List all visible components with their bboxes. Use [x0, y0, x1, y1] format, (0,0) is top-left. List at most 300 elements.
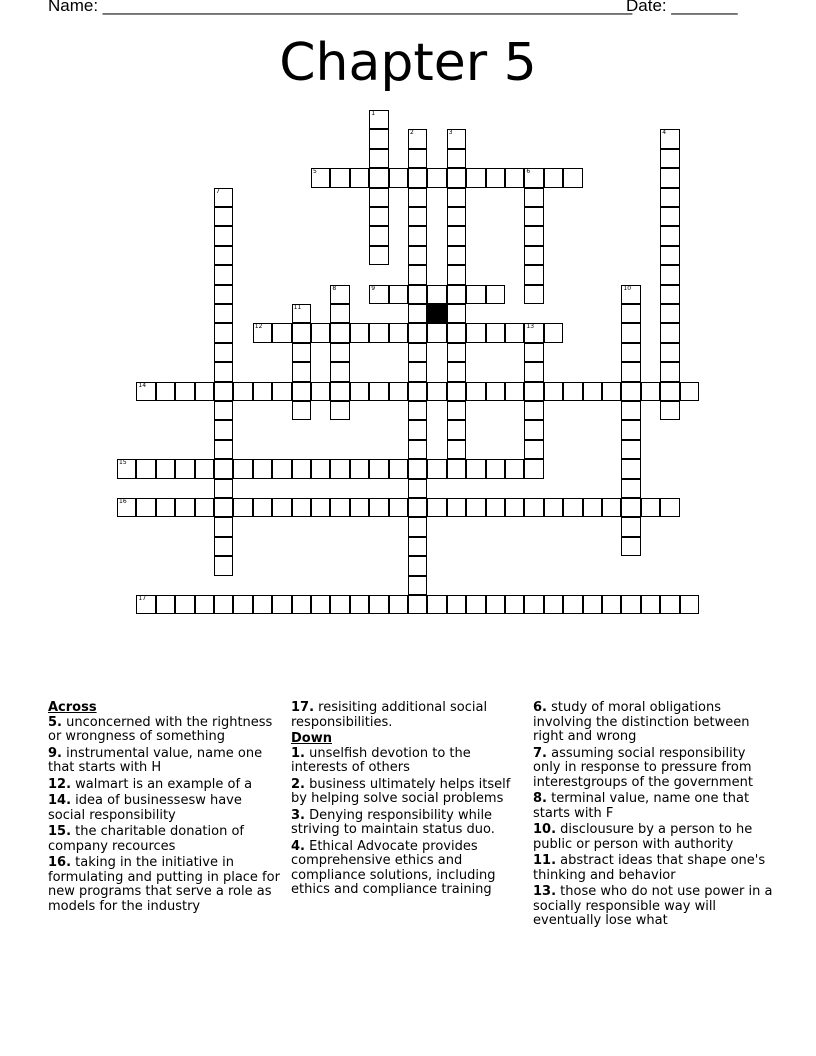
grid-cell[interactable]	[544, 323, 563, 342]
grid-cell[interactable]	[292, 362, 311, 381]
grid-cell[interactable]	[272, 382, 291, 401]
grid-cell[interactable]	[272, 459, 291, 478]
grid-cell[interactable]	[369, 110, 388, 129]
clue-number: 1.	[291, 745, 305, 761]
grid-cell[interactable]	[272, 323, 291, 342]
across-clue	[48, 778, 280, 793]
grid-cell[interactable]	[544, 595, 563, 614]
grid-cell[interactable]	[214, 207, 233, 226]
grid-cell[interactable]	[427, 498, 446, 517]
grid-cell[interactable]	[330, 401, 349, 420]
grid-cell[interactable]	[408, 459, 427, 478]
grid-cell[interactable]	[408, 479, 427, 498]
grid-cell[interactable]	[214, 265, 233, 284]
grid-cell[interactable]	[447, 149, 466, 168]
grid-cell[interactable]	[660, 188, 679, 207]
grid-cell[interactable]	[641, 498, 660, 517]
grid-cell[interactable]	[486, 382, 505, 401]
grid-cell[interactable]	[660, 226, 679, 245]
grid-cell[interactable]	[350, 168, 369, 187]
grid-cell[interactable]	[660, 595, 679, 614]
grid-cell[interactable]	[214, 459, 233, 478]
grid-cell[interactable]	[544, 498, 563, 517]
grid-cell[interactable]	[408, 207, 427, 226]
clue-number: 17.	[291, 700, 315, 715]
grid-cell[interactable]	[524, 226, 543, 245]
grid-cell[interactable]	[117, 459, 136, 478]
clue-text: disclousure by a person to he public or person with authority	[533, 822, 753, 852]
grid-cell[interactable]	[311, 459, 330, 478]
grid-cell[interactable]	[621, 382, 640, 401]
grid-cell[interactable]	[621, 362, 640, 381]
grid-cell[interactable]	[369, 323, 388, 342]
grid-cell[interactable]	[369, 246, 388, 265]
grid-cell[interactable]	[447, 129, 466, 148]
grid-cell[interactable]	[408, 382, 427, 401]
down-clue	[533, 823, 773, 852]
grid-cell[interactable]	[214, 246, 233, 265]
grid-cell[interactable]	[621, 595, 640, 614]
grid-cell[interactable]	[447, 362, 466, 381]
grid-cell[interactable]	[330, 343, 349, 362]
grid-cell[interactable]	[621, 537, 640, 556]
grid-cell[interactable]	[350, 459, 369, 478]
grid-cell[interactable]	[330, 168, 349, 187]
grid-cell[interactable]	[505, 323, 524, 342]
grid-cell[interactable]	[233, 595, 252, 614]
clue-text: walmart is an example of a	[71, 776, 253, 792]
grid-cell[interactable]	[524, 440, 543, 459]
grid-cell[interactable]	[427, 168, 446, 187]
grid-cell[interactable]	[583, 498, 602, 517]
down-clue	[291, 747, 523, 776]
grid-cell[interactable]	[311, 595, 330, 614]
grid-cell[interactable]	[408, 246, 427, 265]
clue-text: idea of businessesw have social responsibility	[48, 793, 242, 823]
grid-cell[interactable]	[408, 168, 427, 187]
across-clue	[48, 716, 280, 745]
grid-cell[interactable]	[660, 246, 679, 265]
clue-text: those who do not use power in a socially responsible way will eventually lose what	[533, 884, 773, 928]
grid-cell[interactable]	[505, 168, 524, 187]
grid-cell[interactable]	[369, 285, 388, 304]
grid-cell[interactable]	[136, 382, 155, 401]
clue-number: 6.	[533, 700, 547, 715]
across-clue	[48, 747, 280, 776]
name-field[interactable]: Name: ________________________________________________________	[48, 0, 633, 15]
grid-cell[interactable]	[660, 362, 679, 381]
grid-cell[interactable]	[253, 459, 272, 478]
grid-cell[interactable]	[389, 459, 408, 478]
grid-cell[interactable]	[660, 168, 679, 187]
grid-cell[interactable]	[524, 207, 543, 226]
down-clue	[291, 809, 523, 838]
grid-cell[interactable]	[621, 401, 640, 420]
grid-cell[interactable]	[369, 595, 388, 614]
grid-cell[interactable]	[233, 382, 252, 401]
grid-cell[interactable]	[175, 459, 194, 478]
grid-cell[interactable]	[505, 595, 524, 614]
clue-number: 11.	[533, 853, 557, 868]
grid-cell[interactable]	[660, 343, 679, 362]
grid-cell[interactable]	[466, 459, 485, 478]
grid-cell[interactable]	[214, 556, 233, 575]
grid-cell[interactable]	[524, 323, 543, 342]
clues-column-1	[48, 701, 280, 916]
grid-cell[interactable]	[369, 226, 388, 245]
grid-cell[interactable]	[660, 285, 679, 304]
grid-cell[interactable]	[524, 498, 543, 517]
grid-cell[interactable]	[214, 498, 233, 517]
grid-cell[interactable]	[447, 382, 466, 401]
grid-cell[interactable]	[175, 595, 194, 614]
grid-cell[interactable]	[369, 188, 388, 207]
grid-cell[interactable]	[408, 265, 427, 284]
grid-cell[interactable]	[602, 595, 621, 614]
grid-cell[interactable]	[214, 362, 233, 381]
grid-cell[interactable]	[486, 285, 505, 304]
down-clue	[291, 840, 523, 898]
grid-cell[interactable]	[505, 459, 524, 478]
grid-cell[interactable]	[369, 149, 388, 168]
grid-cell[interactable]	[389, 595, 408, 614]
grid-cell[interactable]	[447, 207, 466, 226]
grid-cell[interactable]	[660, 265, 679, 284]
clue-number: 13.	[533, 884, 557, 899]
grid-cell[interactable]	[214, 343, 233, 362]
down-clue	[533, 885, 773, 929]
grid-cell[interactable]	[369, 129, 388, 148]
grid-cell[interactable]	[427, 382, 446, 401]
grid-cell[interactable]	[524, 343, 543, 362]
grid-cell[interactable]	[292, 382, 311, 401]
grid-cell[interactable]	[195, 595, 214, 614]
grid-cell[interactable]	[660, 207, 679, 226]
clue-number: 7.	[533, 745, 547, 761]
grid-cell[interactable]	[641, 382, 660, 401]
grid-cell[interactable]	[156, 595, 175, 614]
clue-number: 12.	[48, 776, 72, 792]
clue-number: 3.	[291, 807, 305, 823]
grid-cell[interactable]	[408, 556, 427, 575]
grid-cell[interactable]	[214, 517, 233, 536]
grid-cell[interactable]	[389, 323, 408, 342]
grid-cell[interactable]	[253, 382, 272, 401]
grid-cell[interactable]	[292, 304, 311, 323]
grid-cell[interactable]	[544, 382, 563, 401]
clue-number: 8.	[533, 791, 547, 806]
clue-number: 15.	[48, 824, 72, 839]
cell-number: 8	[332, 284, 337, 292]
down-clue	[291, 778, 523, 807]
grid-cell[interactable]	[563, 168, 582, 187]
grid-cell[interactable]	[427, 459, 446, 478]
grid-cell[interactable]	[621, 343, 640, 362]
grid-cell[interactable]	[369, 459, 388, 478]
grid-cell[interactable]	[447, 498, 466, 517]
grid-cell[interactable]	[486, 168, 505, 187]
grid-cell[interactable]	[486, 323, 505, 342]
grid-cell[interactable]	[408, 576, 427, 595]
grid-cell[interactable]	[195, 498, 214, 517]
grid-cell[interactable]	[311, 498, 330, 517]
grid-cell[interactable]	[389, 498, 408, 517]
grid-cell[interactable]	[621, 498, 640, 517]
grid-cell[interactable]	[447, 246, 466, 265]
grid-cell[interactable]	[369, 382, 388, 401]
clue-number: 4.	[291, 838, 305, 854]
grid-cell[interactable]	[408, 323, 427, 342]
grid-cell[interactable]	[136, 498, 155, 517]
clue-text: Ethical Advocate provides comprehensive ethics and compliance solutions, including ethics and compliance training	[291, 838, 496, 897]
grid-cell[interactable]	[524, 188, 543, 207]
grid-cell[interactable]	[447, 323, 466, 342]
grid-cell[interactable]	[195, 459, 214, 478]
grid-cell[interactable]	[156, 382, 175, 401]
grid-cell[interactable]	[447, 401, 466, 420]
grid-cell[interactable]	[253, 595, 272, 614]
clue-number: 2.	[291, 776, 305, 792]
grid-cell[interactable]	[447, 343, 466, 362]
grid-cell[interactable]	[466, 285, 485, 304]
clue-text: resisiting additional social responsibilities.	[291, 700, 488, 730]
grid-cell[interactable]	[563, 595, 582, 614]
grid-cell[interactable]	[602, 498, 621, 517]
across-clue	[48, 825, 280, 854]
grid-cell[interactable]	[408, 440, 427, 459]
grid-cell[interactable]	[466, 168, 485, 187]
grid-cell[interactable]	[621, 420, 640, 439]
grid-cell[interactable]	[408, 285, 427, 304]
grid-cell[interactable]	[369, 498, 388, 517]
grid-cell[interactable]	[427, 323, 446, 342]
grid-cell[interactable]	[660, 498, 679, 517]
grid-cell[interactable]	[214, 382, 233, 401]
grid-cell[interactable]	[214, 595, 233, 614]
grid-cell[interactable]	[505, 382, 524, 401]
grid-cell[interactable]	[660, 149, 679, 168]
grid-cell[interactable]	[583, 382, 602, 401]
grid-cell[interactable]	[524, 362, 543, 381]
down-clue	[533, 701, 773, 745]
grid-cell[interactable]	[408, 420, 427, 439]
grid-cell[interactable]	[427, 285, 446, 304]
grid-cell[interactable]	[447, 304, 466, 323]
date-field[interactable]: Date: _______	[626, 0, 738, 15]
grid-cell[interactable]	[214, 285, 233, 304]
grid-cell[interactable]	[292, 459, 311, 478]
grid-cell[interactable]	[544, 168, 563, 187]
grid-cell[interactable]	[272, 498, 291, 517]
grid-cell[interactable]	[214, 226, 233, 245]
grid-cell[interactable]	[524, 168, 543, 187]
grid-cell[interactable]	[292, 343, 311, 362]
clue-text: abstract ideas that shape one's thinking and behavior	[533, 853, 766, 883]
grid-cell[interactable]	[680, 595, 699, 614]
grid-cell[interactable]	[389, 382, 408, 401]
grid-cell[interactable]	[660, 304, 679, 323]
grid-cell[interactable]	[156, 498, 175, 517]
grid-cell[interactable]	[214, 479, 233, 498]
grid-cell[interactable]	[369, 207, 388, 226]
grid-cell[interactable]	[136, 459, 155, 478]
cell-number: 14	[138, 381, 147, 389]
grid-cell[interactable]	[389, 285, 408, 304]
grid-cell[interactable]	[641, 595, 660, 614]
grid-cell[interactable]	[330, 362, 349, 381]
grid-cell[interactable]	[408, 595, 427, 614]
clue-number: 16.	[48, 855, 72, 870]
grid-cell[interactable]	[292, 323, 311, 342]
grid-cell[interactable]	[330, 323, 349, 342]
grid-cell[interactable]	[330, 595, 349, 614]
clue-text: the charitable donation of company recources	[48, 824, 244, 854]
down-heading: Down	[291, 731, 332, 746]
grid-cell[interactable]	[621, 440, 640, 459]
grid-cell[interactable]	[563, 382, 582, 401]
grid-cell[interactable]	[524, 420, 543, 439]
grid-cell[interactable]	[680, 382, 699, 401]
grid-cell[interactable]	[427, 595, 446, 614]
grid-cell[interactable]	[621, 285, 640, 304]
grid-cell[interactable]	[389, 168, 408, 187]
grid-cell[interactable]	[466, 323, 485, 342]
grid-cell[interactable]	[524, 246, 543, 265]
clue-text: terminal value, name one that starts with F	[533, 791, 750, 821]
grid-cell[interactable]	[253, 498, 272, 517]
grid-cell[interactable]	[408, 537, 427, 556]
grid-cell[interactable]	[330, 459, 349, 478]
grid-cell[interactable]	[292, 498, 311, 517]
grid-cell[interactable]	[486, 459, 505, 478]
cell-number: 3	[448, 129, 453, 137]
clue-number: 5.	[48, 714, 62, 730]
across-clue	[48, 794, 280, 823]
grid-cell[interactable]	[330, 498, 349, 517]
grid-cell[interactable]	[195, 382, 214, 401]
grid-cell[interactable]	[447, 265, 466, 284]
grid-cell[interactable]	[621, 479, 640, 498]
grid-cell[interactable]	[660, 401, 679, 420]
grid-cell[interactable]	[447, 226, 466, 245]
grid-cell[interactable]	[621, 517, 640, 536]
grid-cell[interactable]	[447, 285, 466, 304]
cell-number: 4	[662, 129, 667, 137]
grid-cell[interactable]	[214, 440, 233, 459]
grid-cell[interactable]	[524, 595, 543, 614]
grid-cell[interactable]	[175, 382, 194, 401]
grid-cell[interactable]	[524, 382, 543, 401]
grid-cell[interactable]	[408, 226, 427, 245]
grid-cell[interactable]	[660, 129, 679, 148]
grid-cell[interactable]	[621, 323, 640, 342]
grid-cell[interactable]	[408, 498, 427, 517]
cell-number: 17	[138, 595, 147, 602]
grid-cell[interactable]	[447, 440, 466, 459]
grid-cell[interactable]	[175, 498, 194, 517]
grid-cell[interactable]	[524, 401, 543, 420]
cell-number: 5	[313, 168, 317, 176]
grid-cell[interactable]	[447, 459, 466, 478]
grid-cell[interactable]	[311, 382, 330, 401]
grid-cell[interactable]	[447, 595, 466, 614]
grid-cell[interactable]	[408, 343, 427, 362]
cell-number: 11	[293, 304, 302, 311]
grid-cell[interactable]	[330, 382, 349, 401]
grid-cell[interactable]	[524, 459, 543, 478]
grid-cell[interactable]	[602, 382, 621, 401]
grid-cell[interactable]	[311, 168, 330, 187]
grid-cell[interactable]	[214, 188, 233, 207]
grid-cell[interactable]	[233, 459, 252, 478]
grid-cell[interactable]	[117, 498, 136, 517]
grid-cell[interactable]	[660, 382, 679, 401]
cell-number: 10	[623, 284, 632, 292]
grid-cell[interactable]	[583, 595, 602, 614]
grid-cell[interactable]	[408, 517, 427, 536]
grid-cell[interactable]	[660, 323, 679, 342]
grid-cell[interactable]	[330, 285, 349, 304]
grid-cell[interactable]	[621, 459, 640, 478]
grid-cell[interactable]	[292, 595, 311, 614]
clues-column-3	[533, 701, 773, 931]
grid-cell[interactable]	[466, 498, 485, 517]
across-clue	[291, 701, 523, 730]
grid-cell[interactable]	[214, 304, 233, 323]
grid-cell[interactable]	[233, 498, 252, 517]
grid-cell[interactable]	[621, 304, 640, 323]
grid-cell[interactable]	[524, 265, 543, 284]
grid-cell[interactable]	[369, 168, 388, 187]
grid-cell[interactable]	[447, 168, 466, 187]
cell-number: 6	[526, 168, 531, 176]
down-clue	[533, 792, 773, 821]
grid-cell[interactable]	[408, 362, 427, 381]
grid-cell[interactable]	[447, 420, 466, 439]
grid-cell[interactable]	[214, 323, 233, 342]
grid-cell[interactable]	[350, 498, 369, 517]
grid-cell[interactable]	[350, 595, 369, 614]
grid-cell[interactable]	[350, 382, 369, 401]
grid-cell[interactable]	[253, 323, 272, 342]
grid-cell[interactable]	[156, 459, 175, 478]
grid-cell[interactable]	[486, 595, 505, 614]
grid-cell[interactable]	[408, 188, 427, 207]
grid-cell[interactable]	[272, 595, 291, 614]
grid-cell[interactable]	[311, 323, 330, 342]
grid-cell[interactable]	[447, 188, 466, 207]
grid-cell[interactable]	[214, 401, 233, 420]
grid-cell[interactable]	[524, 285, 543, 304]
grid-cell[interactable]	[292, 401, 311, 420]
grid-cell[interactable]	[330, 304, 349, 323]
grid-cell[interactable]	[486, 498, 505, 517]
grid-cell[interactable]	[466, 382, 485, 401]
grid-cell[interactable]	[214, 537, 233, 556]
clue-text: unselfish devotion to the interests of others	[291, 745, 471, 775]
cell-number: 15	[119, 459, 127, 467]
grid-cell[interactable]	[408, 129, 427, 148]
grid-cell[interactable]	[136, 595, 155, 614]
grid-cell[interactable]	[466, 595, 485, 614]
grid-cell[interactable]	[505, 498, 524, 517]
grid-cell[interactable]	[350, 323, 369, 342]
grid-cell[interactable]	[408, 149, 427, 168]
grid-cell[interactable]	[214, 420, 233, 439]
grid-cell[interactable]	[408, 401, 427, 420]
grid-cell[interactable]	[408, 304, 427, 323]
grid-cell[interactable]	[563, 498, 582, 517]
